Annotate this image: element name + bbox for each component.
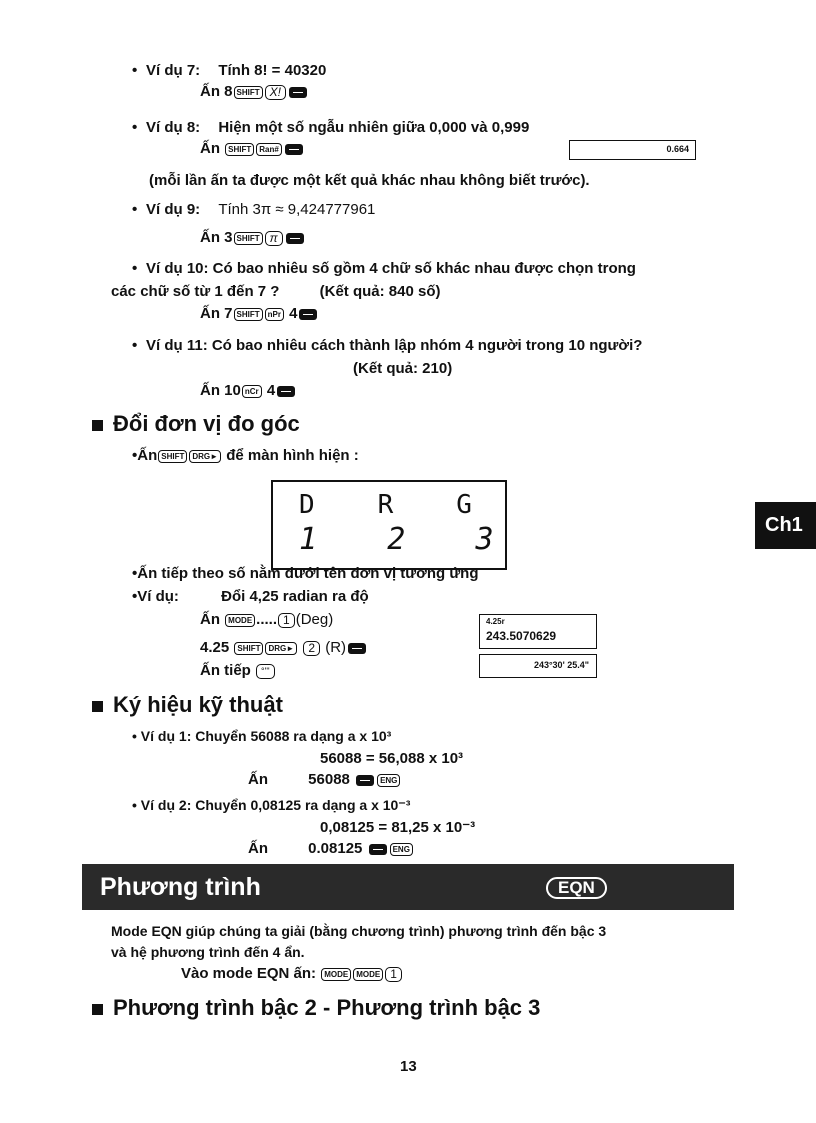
equals-key-icon xyxy=(369,844,387,855)
npr-key-icon: nPr xyxy=(265,308,284,321)
angle-step-3 xyxy=(200,662,276,680)
example-text: Đổi 4,25 radian ra độ xyxy=(221,588,369,605)
banner-title: Phương trình xyxy=(100,873,261,901)
key-number: 4.25 xyxy=(200,639,230,656)
ex10-text: Ví dụ 10: Có bao nhiêu số gồm 4 chữ số khác nhau được chọn trong xyxy=(146,260,636,277)
display-bottom: 243.5070629 xyxy=(486,629,557,643)
example-text: Ví dụ 2: Chuyển 0,08125 ra dạng a x 10⁻³ xyxy=(140,797,411,813)
equals-key-icon xyxy=(286,233,304,244)
square-bullet-icon xyxy=(92,701,103,712)
instruction-text: Vào mode EQN ấn: xyxy=(181,965,317,982)
key-number-2: 4 xyxy=(289,305,298,322)
key-number-2: 4 xyxy=(266,382,276,399)
example-11-keys xyxy=(200,382,297,400)
result-prefix: (Kết quả: xyxy=(353,360,418,377)
press-label: Ấn xyxy=(200,140,220,157)
dots: ..... xyxy=(256,611,278,628)
display-top: 4.25r xyxy=(486,617,505,626)
lcd-top-row: D R G xyxy=(299,490,476,520)
drg-key-icon: DRG► xyxy=(189,450,221,463)
key-1-icon: 1 xyxy=(385,967,402,982)
display-value: 243°30' 25.4" xyxy=(533,660,589,670)
press-label: Ấn xyxy=(200,229,220,246)
step-tail: (Deg) xyxy=(295,611,334,628)
lcd-bottom-row: 1 2 3 xyxy=(299,522,498,557)
result-value: 210 xyxy=(422,360,448,377)
press-label: Ấn xyxy=(137,447,158,464)
equals-key-icon xyxy=(277,386,295,397)
example-10-line1: • Ví dụ 10: Có bao nhiêu số gồm 4 chữ số khác nhau được chọn trong xyxy=(132,260,636,277)
ex8-note: (mỗi lần ấn ta được một kết quả khác nhau không biết trước). xyxy=(149,172,590,189)
ex8-text: Hiện một số ngẫu nhiên giữa 0,000 và 0,999 xyxy=(218,119,530,136)
press-label: Ấn xyxy=(200,611,220,628)
shift-key-icon: SHIFT xyxy=(234,308,263,321)
instruction-text: để màn hình hiện : xyxy=(226,447,359,464)
ex10-text-2: các chữ số từ 1 đến 7 ? xyxy=(111,283,280,300)
press-label: Ấn xyxy=(200,83,220,100)
section-heading-equations xyxy=(92,995,540,1021)
press-label: Ấn tiếp xyxy=(200,662,251,679)
shift-key-icon: SHIFT xyxy=(234,642,263,655)
ex8-display-value: 0.664 xyxy=(666,144,689,154)
factorial-key-icon: X! xyxy=(265,85,286,100)
angle-step-2 xyxy=(200,639,368,657)
equals-key-icon xyxy=(356,775,374,786)
example-label: Ví dụ: xyxy=(137,588,179,605)
shift-key-icon: SHIFT xyxy=(225,143,254,156)
eqn-enter-mode xyxy=(181,965,403,983)
eng-example-2: • Ví dụ 2: Chuyển 0,08125 ra dạng a x 10⁻³ xyxy=(132,797,411,813)
ex9-text: Tính 3π ≈ 9,424777961 xyxy=(218,201,376,218)
key-1-icon: 1 xyxy=(278,613,295,628)
eng-key-icon: ENG xyxy=(377,774,400,787)
example-7-keys xyxy=(200,83,309,101)
key-number: 8 xyxy=(224,83,233,100)
key-number: 0.08125 xyxy=(308,840,363,857)
drg-key-icon: DRG► xyxy=(265,642,297,655)
shift-key-icon: SHIFT xyxy=(234,86,263,99)
angle-display-2 xyxy=(479,654,597,678)
example-8-keys xyxy=(200,140,305,158)
eng-example-1-eq: 56088 = 56,088 x 10³ xyxy=(320,750,464,767)
ex8-label: Ví dụ 8: xyxy=(146,119,201,136)
shift-key-icon: SHIFT xyxy=(158,450,187,463)
result-suffix: ) xyxy=(447,360,453,377)
step-tail: (R) xyxy=(325,639,347,656)
key-number: 7 xyxy=(224,305,233,322)
mode-key-icon: MODE xyxy=(225,614,255,627)
pi-key-icon: π xyxy=(265,231,283,246)
ex9-label: Ví dụ 9: xyxy=(146,201,201,218)
equals-key-icon xyxy=(299,309,317,320)
equals-key-icon xyxy=(289,87,307,98)
angle-example: •Ví dụ: Đổi 4,25 radian ra độ xyxy=(132,588,369,605)
example-10-line2 xyxy=(111,283,441,301)
key-number: 10 xyxy=(224,382,241,399)
key-number: 3 xyxy=(224,229,233,246)
mode-key-icon: MODE xyxy=(321,968,351,981)
result-value: 840 số xyxy=(388,283,436,300)
angle-step-1 xyxy=(200,611,333,629)
press-label: Ấn xyxy=(248,771,268,788)
random-key-icon: Ran# xyxy=(256,143,282,156)
key-2-icon: 2 xyxy=(303,641,320,656)
equals-key-icon xyxy=(348,643,366,654)
press-label: Ấn xyxy=(248,840,268,857)
press-label: Ấn xyxy=(200,305,220,322)
eng-example-2-keys xyxy=(248,840,414,858)
ex7-text: Tính 8! = 40320 xyxy=(218,62,327,79)
ex11-result xyxy=(353,360,452,378)
angle-instruction-2: •Ấn tiếp theo số nằm dưới tên đơn vị tương ứng xyxy=(132,565,479,582)
section-heading-angle xyxy=(92,411,300,437)
chapter-tab-label: Ch1 xyxy=(765,514,803,536)
eng-example-2-eq: 0,08125 = 81,25 x 10⁻³ xyxy=(320,819,476,836)
eqn-paragraph-2: và hệ phương trình đến 4 ẩn. xyxy=(111,944,305,960)
eng-key-icon: ENG xyxy=(390,843,413,856)
chapter-tab xyxy=(755,502,816,549)
example-11-line1: • Ví dụ 11: Có bao nhiêu cách thành lập nhóm 4 người trong 10 người? xyxy=(132,337,643,354)
instruction-text: Ấn tiếp theo số nằm dưới tên đơn vị tương ứng xyxy=(137,565,479,582)
ncr-key-icon: nCr xyxy=(242,385,262,398)
shift-key-icon: SHIFT xyxy=(234,232,263,245)
section-title: Ký hiệu kỹ thuật xyxy=(113,692,283,717)
equals-key-icon xyxy=(285,144,303,155)
example-9-line: • Ví dụ 9: Tính 3π ≈ 9,424777961 xyxy=(132,201,376,218)
example-10-keys xyxy=(200,305,319,323)
eng-example-1-keys xyxy=(248,771,401,789)
square-bullet-icon xyxy=(92,420,103,431)
section-title: Phương trình bậc 2 - Phương trình bậc 3 xyxy=(113,995,541,1020)
key-number: 56088 xyxy=(308,771,350,788)
example-text: Ví dụ 1: Chuyển 56088 ra dạng a x 10³ xyxy=(140,728,392,744)
result-suffix: ) xyxy=(435,283,441,300)
ex11-text: Ví dụ 11: Có bao nhiêu cách thành lập nhóm 4 người trong 10 người? xyxy=(146,337,643,354)
mode-key-icon: MODE xyxy=(353,968,383,981)
angle-display-1 xyxy=(479,614,597,649)
ex10-result xyxy=(320,283,441,300)
example-8-line: • Ví dụ 8: Hiện một số ngẫu nhiên giữa 0,000 và 0,999 xyxy=(132,119,530,136)
eqn-paragraph-1: Mode EQN giúp chúng ta giải (bằng chương trình) phương trình đến bậc 3 xyxy=(111,923,607,939)
page-number: 13 xyxy=(400,1058,417,1075)
example-7-line: • Ví dụ 7: Tính 8! = 40320 xyxy=(132,62,327,79)
square-bullet-icon xyxy=(92,1004,103,1015)
degree-key-icon: °'" xyxy=(256,664,275,679)
chapter-banner xyxy=(82,864,734,910)
section-heading-engineering xyxy=(92,692,283,718)
example-9-keys xyxy=(200,229,306,247)
result-prefix: (Kết quả: xyxy=(319,283,385,300)
ex7-label: Ví dụ 7: xyxy=(146,62,201,79)
angle-instruction-1: •Ấn SHIFT DRG► để màn hình hiện : xyxy=(132,447,359,464)
press-label: Ấn xyxy=(200,382,220,399)
ex8-display xyxy=(569,140,696,160)
eng-example-1: • Ví dụ 1: Chuyển 56088 ra dạng a x 10³ xyxy=(132,728,392,744)
section-title: Đổi đơn vị đo góc xyxy=(113,411,300,436)
eqn-mode-badge: EQN xyxy=(546,877,607,899)
drg-lcd-display xyxy=(271,480,507,570)
